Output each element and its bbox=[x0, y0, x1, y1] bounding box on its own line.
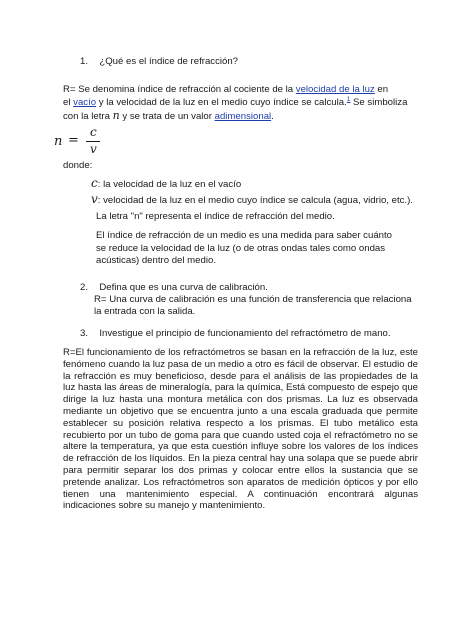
definition-text: : velocidad de la luz en el medio cuyo índice se calcula (agua, vidrio, etc.). bbox=[97, 195, 413, 206]
answer-1-text: y la velocidad de la luz en el medio cuyo índice se calcula. bbox=[96, 97, 347, 108]
answer-1-line-1 bbox=[63, 84, 388, 96]
refraction-formula bbox=[48, 126, 108, 156]
answer-1-text: R= Se denomina índice de refracción al cociente de la bbox=[63, 84, 296, 95]
question-2-number: 2. bbox=[80, 282, 89, 293]
note-letter-n: La letra "n" representa el índice de refracción del medio. bbox=[96, 211, 335, 222]
formula-lhs: n bbox=[54, 134, 63, 149]
answer-3-paragraph: R=El funcionamiento de los refractómetros se basan en la refracción de la luz, este fenómeno cuando la luz pasa de un medio a otro es fácil de observar. El estudio de la refracción es muy beneficioso, desde para el análisis de las propiedades de la luz hasta las áreas de mineralogía, para la química, Está compuesto de espejo que dirige la luz hasta una montura metálica con dos prismas. La luz es observada mediante un objetivo que se encuentra junto a una escala graduada que permite establecer su posición relativa respecto a los prismas. El tubo metálico esta recubierto por un tubo de goma para que cuando usted coja el refractómetro no se altere la temperatura, ya que esta cuestión influye sobre los valores de los índices de refracción de los líquidos. En la pieza central hay una solapa que se puede abrir para permitir separar los dos primas y colocar entre ellos la sustancia que se pretende analizar. Los refractómetros son aparatos de medición ópticos y por ello tienen una mantenimiento especial. A continuación encontrará algunas indicaciones sobre su manejo y mantenimiento. bbox=[63, 347, 418, 512]
definition-v bbox=[91, 193, 413, 207]
answer-2: R= Una curva de calibración es una función de transferencia que relaciona la entrada con la salida. bbox=[94, 294, 412, 317]
answer-1-text: . bbox=[271, 111, 274, 122]
formula-numerator: c bbox=[90, 125, 97, 139]
question-1-text: ¿Qué es el índice de refracción? bbox=[99, 56, 239, 67]
link-adimensional[interactable]: adimensional bbox=[214, 111, 272, 122]
link-velocidad-de-la-luz[interactable]: velocidad de la luz bbox=[295, 84, 375, 95]
answer-1-line-3 bbox=[63, 110, 274, 123]
question-2 bbox=[80, 282, 425, 294]
definition-c bbox=[91, 177, 241, 191]
footnote-link[interactable]: 1 bbox=[346, 95, 351, 103]
definition-symbol: v bbox=[91, 192, 98, 206]
answer-1-text: el bbox=[63, 97, 74, 108]
donde-label: donde: bbox=[63, 160, 93, 171]
definition-symbol: c bbox=[91, 176, 98, 190]
answer-1-line-2 bbox=[63, 97, 407, 109]
formula-equals: = bbox=[68, 133, 79, 148]
question-2-text: Defina que es una curva de calibración. bbox=[99, 282, 268, 293]
question-3 bbox=[80, 328, 391, 340]
answer-1-text: Se simboliza bbox=[350, 97, 408, 108]
question-1-number: 1. bbox=[80, 56, 89, 67]
answer-1-text: y se trata de un valor bbox=[119, 111, 215, 122]
question-1 bbox=[80, 56, 238, 68]
link-vacio[interactable]: vacío bbox=[73, 97, 97, 108]
definition-text: : la velocidad de la luz en el vacío bbox=[97, 179, 242, 190]
answer-1-text: en bbox=[374, 84, 389, 95]
question-3-text: Investigue el principio de funcionamiento del refractómetro de mano. bbox=[99, 328, 391, 339]
answer-1-text: con la letra bbox=[63, 111, 113, 122]
symbol-n: n bbox=[112, 109, 120, 122]
question-3-number: 3. bbox=[80, 328, 89, 339]
formula-denominator: v bbox=[90, 142, 97, 156]
note-refraction-index: El índice de refracción de un medio es una medida para saber cuánto se reduce la velocidad de la luz (o de otras ondas tales como ondas acústicas) dentro del medio. bbox=[96, 230, 392, 266]
